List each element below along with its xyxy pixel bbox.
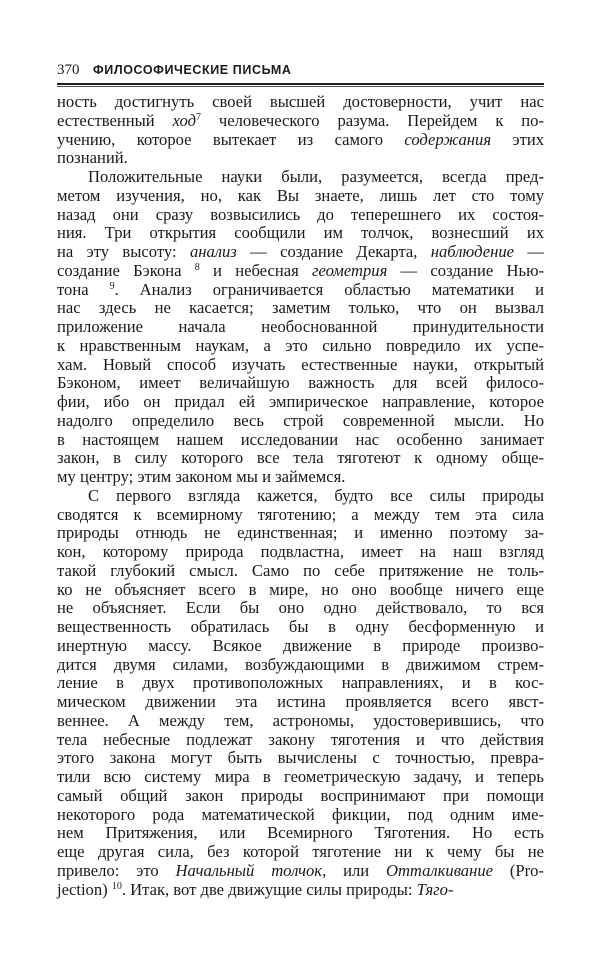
text-line (57, 187, 544, 206)
text-line (57, 112, 544, 131)
text-run: — (514, 242, 544, 261)
text-line (57, 337, 544, 356)
text-run: . Анализ ограничивается областью математики и (114, 279, 544, 299)
text-line (57, 299, 544, 318)
text-run: jection) (57, 879, 112, 899)
text-run: сводятся к всемирному тяготению; а между тем эта сила (57, 504, 544, 524)
paragraph (57, 168, 544, 487)
text-line (57, 412, 544, 431)
text-line (57, 712, 544, 731)
text-run: тела небесные подлежат закону тяготения и что действия (57, 729, 544, 749)
text-line (57, 356, 544, 375)
text-line (57, 393, 544, 412)
running-header (57, 62, 544, 82)
text-line (57, 581, 544, 600)
text-run: — создание Декарта, (236, 242, 431, 261)
text-line (57, 468, 544, 487)
text-run: тона (57, 279, 110, 299)
text-run: и небесная (199, 260, 312, 280)
text-line (57, 374, 544, 393)
page-number: 370 (57, 62, 80, 78)
text-line (57, 749, 544, 768)
text-line (57, 787, 544, 806)
text-line (57, 562, 544, 581)
text-run: кон, которому природа подвластна, имеет на наш взгляд (57, 542, 544, 561)
text-run: хам. Новый способ изучать естественные науки, открытый (57, 354, 544, 374)
text-line (57, 449, 544, 468)
running-title: ФИЛОСОФИЧЕСКИЕ ПИСЬМА (93, 63, 292, 77)
text-run: Бэконом, имеет величайшую важность для всей филосо- (57, 373, 544, 393)
text-line (57, 93, 544, 112)
text-line (57, 524, 544, 543)
text-run: ния. Три открытия сообщили им толчок, вознесший их (57, 223, 544, 243)
text-run: естественный (57, 110, 173, 130)
text-line (57, 731, 544, 750)
italic-text: геометрия (311, 260, 388, 280)
text-line (57, 262, 544, 281)
italic-text: Тяго- (416, 879, 454, 899)
text-run: ление в двух противоположных направлениях, и в кос- (57, 673, 544, 693)
text-run: Положительные науки были, разумеется, всегда пред- (88, 167, 544, 186)
text-run: создание Бэкона (57, 260, 195, 280)
text-run: познаний. (57, 148, 128, 168)
text-line (57, 281, 544, 300)
text-line (57, 243, 544, 262)
text-line (57, 599, 544, 618)
text-line (57, 224, 544, 243)
paragraph (57, 93, 544, 168)
text-line (57, 543, 544, 562)
text-run: С первого взгляда кажется, будто все силы природы (88, 485, 544, 505)
text-run: этих (491, 129, 545, 149)
text-run: инертную массу. Всякое движение в природе произво- (57, 635, 544, 655)
text-run: дится двумя силами, возбуждающими в движимом стрем- (57, 654, 544, 674)
italic-text: ход (172, 110, 197, 130)
text-run: фии, ибо он придал ей эмпирическое направление, которое (57, 392, 544, 411)
text-line (57, 824, 544, 843)
text-run: на эту высоту: (57, 242, 190, 261)
italic-text: анализ (189, 242, 237, 261)
text-run: самый общий закон природы воспринимают при помощи (57, 785, 544, 805)
text-line (57, 693, 544, 712)
text-line (57, 131, 544, 150)
text-run: некоторого рода математической фикции, под одним име- (57, 804, 544, 824)
text-line (57, 206, 544, 225)
text-run: ко не объясняет всего в мире, но оно вообще ничего еще (57, 579, 544, 599)
text-line (57, 506, 544, 525)
italic-text: наблюдение (430, 242, 515, 261)
text-line (57, 674, 544, 693)
text-run: веннее. А между тем, астрономы, удостоверившись, что (57, 710, 544, 730)
text-run: надолго определило весь строй современной мысли. Но (57, 410, 544, 430)
text-line (57, 431, 544, 450)
italic-text: содержания (404, 129, 492, 149)
header-rule (57, 83, 544, 85)
italic-text: Начальный толчок (175, 860, 323, 880)
text-line (57, 149, 544, 168)
text-run: в настоящем нашем исследовании нас особенно занимает (57, 429, 544, 449)
text-run: (Pro- (493, 860, 544, 880)
text-line (57, 618, 544, 637)
footnote-ref: 10 (111, 880, 122, 892)
text-run: такой глубокий смысл. Само по себе притяжение не толь- (57, 560, 544, 580)
page-body (57, 93, 544, 899)
text-run: еще другая сила, без которой тяготение ни к чему бы не (57, 842, 544, 861)
text-line (57, 806, 544, 825)
text-run: этого закона могут быть вычислены с точностью, превра- (57, 748, 544, 768)
footnote-ref: 7 (196, 111, 202, 123)
text-run: природы отнюдь не единственная; и именно поэтому за- (57, 523, 544, 543)
text-line (57, 768, 544, 787)
text-run: назад они сразу возвысились до теперешнего их состоя- (57, 204, 544, 224)
footnote-ref: 9 (109, 280, 115, 292)
paragraph (57, 487, 544, 900)
italic-text: Отталкивание (385, 860, 493, 880)
text-run: тили всю систему мира в геометрическую задачу, и теперь (57, 767, 544, 786)
text-line (57, 656, 544, 675)
text-run: человеческого разума. Перейдем к по- (201, 110, 544, 130)
text-line (57, 318, 544, 337)
text-run: , или (322, 860, 386, 880)
text-run: учению, которое вытекает из самого (57, 129, 405, 149)
text-run: приложение начала необоснованной принудительности (57, 317, 544, 336)
text-run: нем Притяжения, или Всемирного Тяготения. Но есть (57, 823, 544, 843)
text-run: метом изучения, но, как Вы знаете, лишь лет сто тому (57, 185, 544, 205)
text-run: . Итак, вот две движущие силы природы: (121, 879, 417, 899)
text-line (57, 881, 544, 900)
text-run: му центру; этим законом мы и займемся. (57, 467, 346, 486)
footnote-ref: 8 (194, 261, 200, 273)
text-run: к нравственным наукам, а это сильно повредило их успе- (57, 335, 544, 355)
text-line (57, 843, 544, 862)
text-run: мическом движении эта истина проявляется всего явст- (57, 692, 544, 711)
text-line (57, 168, 544, 187)
text-run: закон, в силу которого все тела тяготеют к одному обще- (57, 448, 544, 468)
text-run: ность достигнуть своей высшей достоверности, учит нас (57, 92, 544, 111)
text-line (57, 637, 544, 656)
text-line (57, 862, 544, 881)
text-run: не объясняет. Если бы оно одно действовало, то вся (57, 598, 544, 618)
text-run: вещественность обратилась бы в одну бесформенную и (57, 617, 544, 636)
text-run: — создание Нью- (387, 260, 544, 280)
text-line (57, 487, 544, 506)
text-run: привело: это (57, 860, 176, 880)
text-run: нас здесь не касается; заметим только, что он вызвал (57, 298, 544, 318)
header-rule-thin (57, 86, 544, 87)
